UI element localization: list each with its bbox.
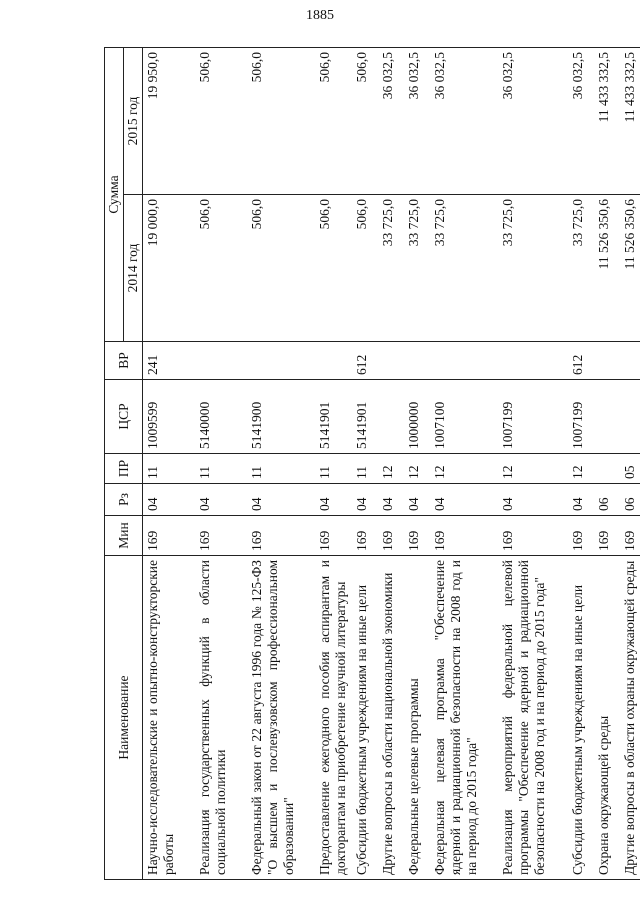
row-2015: 19 950,0 [143, 47, 196, 194]
row-name: Охрана окружающей среды [594, 556, 620, 880]
row-2014: 33 725,0 [404, 195, 430, 342]
row-csr: 1009599 [143, 380, 196, 454]
table-row [195, 47, 247, 879]
row-2015: 506,0 [315, 47, 352, 194]
row-2015: 506,0 [195, 47, 247, 194]
row-rz: 04 [378, 484, 404, 516]
row-rz: 04 [143, 484, 196, 516]
row-csr [620, 380, 640, 454]
row-name: Субсидии бюджетным учреждениям на иные цели [568, 556, 594, 880]
row-min: 169 [195, 516, 247, 556]
row-min: 169 [430, 516, 498, 556]
table-row [498, 47, 568, 879]
header-rz: Рз [105, 484, 143, 516]
row-min: 169 [498, 516, 568, 556]
row-csr: 1000000 [404, 380, 430, 454]
row-vr: 612 [352, 342, 378, 380]
table-row [247, 47, 315, 879]
row-2015: 11 433 332,5 [620, 47, 640, 194]
row-csr [594, 380, 620, 454]
row-rz: 04 [195, 484, 247, 516]
row-csr: 5141900 [247, 380, 315, 454]
row-pr [594, 454, 620, 484]
row-pr: 12 [568, 454, 594, 484]
rotated-table-container [104, 48, 637, 880]
row-2014: 11 526 350,6 [620, 195, 640, 342]
row-pr: 12 [430, 454, 498, 484]
row-vr [315, 342, 352, 380]
row-pr: 05 [620, 454, 640, 484]
row-rz: 04 [404, 484, 430, 516]
row-vr [594, 342, 620, 380]
row-2015: 36 032,5 [404, 47, 430, 194]
row-rz: 04 [352, 484, 378, 516]
row-pr: 11 [143, 454, 196, 484]
row-name: Федеральные целевые программы [404, 556, 430, 880]
row-vr: 241 [143, 342, 196, 380]
row-min: 169 [568, 516, 594, 556]
row-vr [195, 342, 247, 380]
row-pr: 12 [498, 454, 568, 484]
row-pr: 12 [378, 454, 404, 484]
row-pr: 12 [404, 454, 430, 484]
row-csr: 5140000 [195, 380, 247, 454]
table-row [430, 47, 498, 879]
header-name: Наименование [105, 556, 143, 880]
table-row [620, 47, 640, 879]
row-rz: 06 [594, 484, 620, 516]
header-csr: ЦСР [105, 380, 143, 454]
row-name: Реализация государственных функций в области социальной политики [195, 556, 247, 880]
row-name: Субсидии бюджетным учреждениям на иные цели [352, 556, 378, 880]
row-vr [430, 342, 498, 380]
row-name: Другие вопросы в области охраны окружающей среды [620, 556, 640, 880]
row-2014: 506,0 [315, 195, 352, 342]
table-row [378, 47, 404, 879]
row-min: 169 [620, 516, 640, 556]
row-vr [404, 342, 430, 380]
row-min: 169 [315, 516, 352, 556]
row-csr: 1007100 [430, 380, 498, 454]
table-row [594, 47, 620, 879]
row-vr [620, 342, 640, 380]
row-2015: 506,0 [352, 47, 378, 194]
row-rz: 04 [498, 484, 568, 516]
row-name: Научно-исследовательские и опытно-конструкторские работы [143, 556, 196, 880]
row-pr: 11 [195, 454, 247, 484]
header-min: Мин [105, 516, 143, 556]
row-pr: 11 [315, 454, 352, 484]
header-pr: ПР [105, 454, 143, 484]
row-name: Федеральный закон от 22 августа 1996 года № 125-ФЗ "О высшем и послевузовском профессиональном образовании" [247, 556, 315, 880]
row-2014: 33 725,0 [430, 195, 498, 342]
row-vr [378, 342, 404, 380]
row-2015: 36 032,5 [430, 47, 498, 194]
header-2014: 2014 год [124, 195, 143, 342]
row-csr: 5141901 [352, 380, 378, 454]
row-name: Другие вопросы в области национальной экономики [378, 556, 404, 880]
row-2015: 36 032,5 [378, 47, 404, 194]
row-2015: 36 032,5 [568, 47, 594, 194]
row-name: Реализация мероприятий федеральной целевой программы "Обеспечение ядерной и радиационной безопасности на 2008 год и на период до 2015 года" [498, 556, 568, 880]
row-2014: 11 526 350,6 [594, 195, 620, 342]
row-vr [247, 342, 315, 380]
table-row [143, 47, 196, 879]
row-2014: 506,0 [195, 195, 247, 342]
row-rz: 04 [315, 484, 352, 516]
row-2014: 506,0 [247, 195, 315, 342]
row-2014: 19 000,0 [143, 195, 196, 342]
table-row [352, 47, 378, 879]
row-name: Федеральная целевая программа "Обеспечение ядерной и радиационной безопасности на 2008 год и на период до 2015 года" [430, 556, 498, 880]
header-vr: ВР [105, 342, 143, 380]
row-vr [498, 342, 568, 380]
row-pr: 11 [352, 454, 378, 484]
page-number: 1885 [306, 8, 334, 23]
row-rz: 04 [430, 484, 498, 516]
row-min: 169 [594, 516, 620, 556]
table-header [105, 47, 143, 879]
row-rz: 06 [620, 484, 640, 516]
table-row [404, 47, 430, 879]
row-vr: 612 [568, 342, 594, 380]
row-2014: 33 725,0 [568, 195, 594, 342]
row-2014: 33 725,0 [498, 195, 568, 342]
row-2014: 33 725,0 [378, 195, 404, 342]
row-csr: 5141901 [315, 380, 352, 454]
table-row [568, 47, 594, 879]
row-2015: 506,0 [247, 47, 315, 194]
budget-table [104, 47, 640, 880]
row-csr [378, 380, 404, 454]
row-2015: 11 433 332,5 [594, 47, 620, 194]
header-2015: 2015 год [124, 47, 143, 194]
row-rz: 04 [247, 484, 315, 516]
row-rz: 04 [568, 484, 594, 516]
row-min: 169 [352, 516, 378, 556]
row-2014: 506,0 [352, 195, 378, 342]
row-csr: 1007199 [498, 380, 568, 454]
row-min: 169 [404, 516, 430, 556]
table-body [143, 47, 640, 879]
row-min: 169 [378, 516, 404, 556]
row-name: Предоставление ежегодного пособия аспирантам и докторантам на приобретение научной литературы [315, 556, 352, 880]
row-pr: 11 [247, 454, 315, 484]
header-sum: Сумма [105, 47, 124, 341]
table-row [315, 47, 352, 879]
row-2015: 36 032,5 [498, 47, 568, 194]
row-csr: 1007199 [568, 380, 594, 454]
row-min: 169 [247, 516, 315, 556]
row-min: 169 [143, 516, 196, 556]
